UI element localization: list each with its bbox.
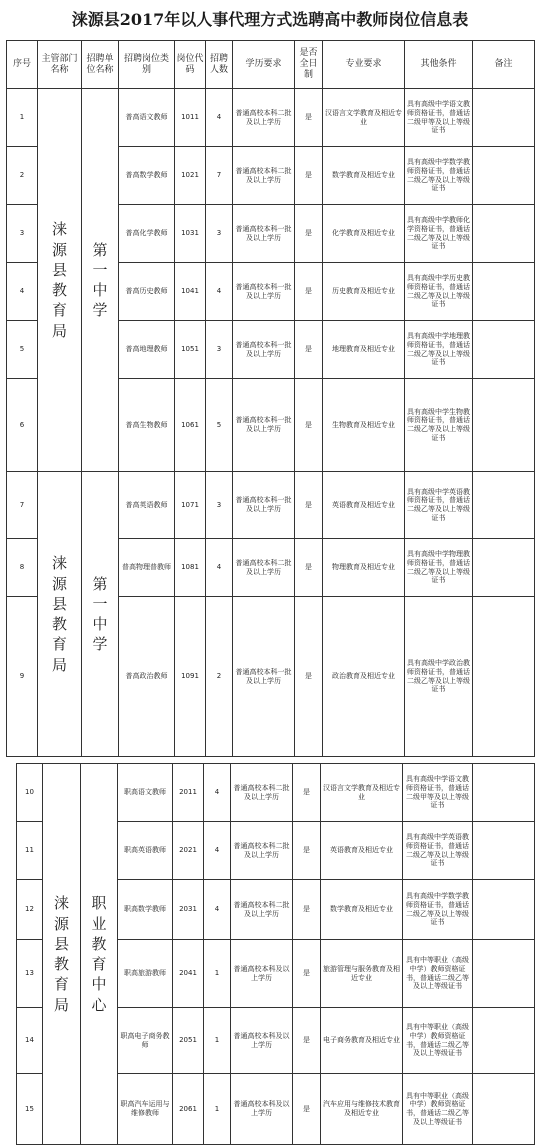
cell-other: 具有中等职业（高级中学）教师资格证书，普通话二级乙等及以上等级证书 [403,940,473,1008]
cell-note [473,263,535,321]
dept-cell-char: 局 [51,321,67,340]
cell-seq: 3 [7,205,38,263]
cell-major: 化学教育及相近专业 [323,205,405,263]
cell-major: 地理教育及相近专业 [323,321,405,379]
cell-seq: 7 [7,472,38,539]
dept-cell-char: 教 [51,281,67,299]
cell-code: 2051 [173,1008,204,1074]
cell-seq: 6 [7,379,38,472]
cell-fulltime: 是 [293,822,321,880]
cell-other: 具有高级中学地理教师资格证书，普通话二级乙等及以上等级证书 [405,321,473,379]
table-row [17,764,535,822]
cell-edu: 普通高校本科一批及以上学历 [233,205,295,263]
cell-edu: 普通高校本科一批及以上学历 [233,597,295,757]
unit-cell-char: 一 [92,260,108,279]
cell-code: 2031 [173,880,204,940]
cell-category: 普高语文教师 [119,89,175,147]
cell-other: 具有高级中学生物教师资格证书，普通话二级乙等及以上等级证书 [405,379,473,472]
cell-edu: 普通高校本科二批及以上学历 [231,822,293,880]
header-major: 专业要求 [323,41,405,89]
cell-count: 1 [204,1074,231,1145]
cell-count: 3 [206,205,233,263]
cell-fulltime: 是 [295,321,323,379]
cell-major: 数学教育及相近专业 [323,147,405,205]
cell-other: 具有高级中学教师化学资格证书，普通话二级乙等及以上等级证书 [405,205,473,263]
cell-other: 具有中等职业（高级中学）教师资格证书，普通话二级乙等及以上等级证书 [403,1008,473,1074]
cell-other: 具有高级中学语文教师资格证书，普通话二级甲等及以上等级证书 [403,764,473,822]
positions-table-main [6,40,535,757]
cell-count: 5 [206,379,233,472]
dept-cell-char: 县 [51,594,67,613]
header-fulltime: 是否全日制 [295,41,323,89]
header-unit: 招聘单位名称 [82,41,119,89]
dept-cell [38,472,82,757]
dept-cell-char: 县 [53,934,69,953]
cell-major: 英语教育及相近专业 [323,472,405,539]
cell-code: 2041 [173,940,204,1008]
cell-category: 职高语文教师 [118,764,173,822]
header-note: 备注 [473,41,535,89]
dept-cell-char: 涞 [51,220,67,239]
dept-cell [38,89,82,472]
cell-category: 普高历史教师 [119,263,175,321]
table-header-row [7,41,535,89]
cell-major: 英语教育及相近专业 [321,822,403,880]
cell-note [473,205,535,263]
cell-seq: 12 [17,880,43,940]
cell-seq: 2 [7,147,38,205]
table-row [7,89,535,147]
cell-edu: 普通高校本科二批及以上学历 [233,89,295,147]
dept-cell [43,764,81,1145]
cell-code: 2061 [173,1074,204,1145]
dept-cell-char: 教 [51,615,67,633]
cell-edu: 普通高校本科一批及以上学历 [233,379,295,472]
cell-fulltime: 是 [293,764,321,822]
unit-cell-char: 第 [92,574,108,593]
cell-code: 1031 [175,205,206,263]
cell-count: 4 [204,880,231,940]
table-row [7,472,535,539]
cell-seq: 14 [17,1008,43,1074]
cell-edu: 普通高校本科一批及以上学历 [233,263,295,321]
unit-cell [81,764,118,1145]
cell-fulltime: 是 [295,263,323,321]
cell-other: 具有高级中学数学教师资格证书，普通话二级乙等及以上等级证书 [403,880,473,940]
cell-category: 职高旅游教师 [118,940,173,1008]
dept-cell-char: 源 [51,240,67,259]
cell-major: 旅游管理与服务教育及相近专业 [321,940,403,1008]
cell-fulltime: 是 [295,89,323,147]
header-category: 招聘岗位类别 [119,41,175,89]
cell-fulltime: 是 [293,880,321,940]
unit-cell-char: 学 [92,635,108,654]
cell-note [473,539,535,597]
cell-seq: 10 [17,764,43,822]
cell-note [473,880,535,940]
cell-seq: 5 [7,321,38,379]
cell-count: 3 [206,321,233,379]
cell-category: 普高生物教师 [119,379,175,472]
unit-cell-char: 一 [92,594,108,613]
cell-seq: 1 [7,89,38,147]
cell-other: 具有高级中学英语教师资格证书，普通话二级乙等及以上等级证书 [405,472,473,539]
cell-other: 具有高级中学物理教师资格证书，普通话二级乙等及以上等级证书 [405,539,473,597]
cell-seq: 9 [7,597,38,757]
cell-code: 1041 [175,263,206,321]
cell-other: 具有中等职业（高级中学）教师资格证书，普通话二级乙等及以上等级证书 [403,1074,473,1145]
cell-edu: 普通高校本科及以上学历 [231,1074,293,1145]
cell-edu: 普通高校本科二批及以上学历 [231,764,293,822]
cell-edu: 普通高校本科二批及以上学历 [231,880,293,940]
dept-cell-char: 教 [53,955,69,973]
cell-major: 物理教育及相近专业 [323,539,405,597]
cell-code: 1081 [175,539,206,597]
cell-major: 汉语言文学教育及相近专业 [321,764,403,822]
cell-code: 1011 [175,89,206,147]
header-edu: 学历要求 [233,41,295,89]
unit-cell-char: 学 [92,301,108,320]
cell-count: 1 [204,940,231,1008]
header-dept: 主管部门名称 [38,41,82,89]
cell-code: 1061 [175,379,206,472]
unit-cell [82,89,119,472]
cell-fulltime: 是 [295,539,323,597]
cell-fulltime: 是 [295,472,323,539]
cell-code: 1091 [175,597,206,757]
cell-fulltime: 是 [295,205,323,263]
cell-note [473,89,535,147]
cell-category: 职高英语教师 [118,822,173,880]
cell-count: 7 [206,147,233,205]
cell-count: 4 [206,263,233,321]
page-title: 涞源县2017年以人事代理方式选聘高中教师岗位信息表 [71,9,469,29]
cell-note [473,379,535,472]
cell-major: 政治教育及相近专业 [323,597,405,757]
cell-fulltime: 是 [293,1074,321,1145]
cell-code: 2021 [173,822,204,880]
cell-fulltime: 是 [295,379,323,472]
unit-cell-char: 职 [91,894,107,913]
cell-count: 1 [204,1008,231,1074]
cell-edu: 普通高校本科及以上学历 [231,940,293,1008]
cell-category: 职高电子商务教师 [118,1008,173,1074]
dept-cell-char: 局 [53,995,69,1014]
cell-code: 1021 [175,147,206,205]
cell-category: 普高物理普教师 [119,539,175,597]
header-seq: 序号 [7,41,38,89]
cell-count: 4 [204,764,231,822]
unit-cell-char: 教 [91,934,107,953]
dept-cell-char: 县 [51,260,67,279]
cell-code: 1051 [175,321,206,379]
cell-note [473,597,535,757]
dept-cell-char: 育 [51,635,67,654]
cell-category: 普高数学教师 [119,147,175,205]
cell-fulltime: 是 [293,940,321,1008]
dept-cell-char: 涞 [53,894,69,913]
cell-category: 职高汽车运用与维修教师 [118,1074,173,1145]
cell-count: 4 [206,539,233,597]
cell-category: 职高数学教师 [118,880,173,940]
cell-count: 4 [206,89,233,147]
dept-cell-char: 局 [51,655,67,674]
cell-seq: 8 [7,539,38,597]
unit-cell-char: 业 [91,914,107,933]
cell-code: 2011 [173,764,204,822]
cell-edu: 普通高校本科及以上学历 [231,1008,293,1074]
unit-cell-char: 中 [91,975,107,994]
unit-cell-char: 育 [91,955,107,973]
cell-note [473,1008,535,1074]
positions-table-vocational [16,763,535,1145]
cell-other: 具有高级中学历史教师资格证书，普通话二级乙等及以上等级证书 [405,263,473,321]
cell-code: 1071 [175,472,206,539]
cell-fulltime: 是 [295,147,323,205]
header-code: 岗位代码 [175,41,206,89]
cell-count: 4 [204,822,231,880]
cell-edu: 普通高校本科一批及以上学历 [233,321,295,379]
unit-cell-char: 心 [91,995,107,1014]
cell-other: 具有高级中学语文教师资格证书，普通话二级甲等及以上等级证书 [405,89,473,147]
dept-cell-char: 涞 [51,554,67,573]
unit-cell [82,472,119,757]
cell-major: 历史教育及相近专业 [323,263,405,321]
cell-note [473,472,535,539]
cell-other: 具有高级中学数学教师资格证书，普通话二级乙等及以上等级证书 [405,147,473,205]
cell-fulltime: 是 [295,597,323,757]
cell-note [473,764,535,822]
cell-note [473,321,535,379]
cell-seq: 15 [17,1074,43,1145]
dept-cell-char: 育 [51,301,67,320]
cell-note [473,1074,535,1145]
header-other: 其他条件 [405,41,473,89]
cell-major: 生物教育及相近专业 [323,379,405,472]
cell-edu: 普通高校本科二批及以上学历 [233,147,295,205]
cell-count: 2 [206,597,233,757]
cell-category: 普高英语教师 [119,472,175,539]
cell-seq: 13 [17,940,43,1008]
cell-count: 3 [206,472,233,539]
cell-category: 普高化学教师 [119,205,175,263]
cell-other: 具有高级中学政治教师资格证书，普通话二级乙等及以上等级证书 [405,597,473,757]
cell-note [473,822,535,880]
unit-cell-char: 第 [92,240,108,259]
cell-note [473,147,535,205]
cell-other: 具有高级中学英语教师资格证书，普通话二级乙等及以上等级证书 [403,822,473,880]
unit-cell-char: 中 [92,615,108,633]
cell-major: 汽车应用与维修技术教育及相近专业 [321,1074,403,1145]
cell-note [473,940,535,1008]
cell-seq: 4 [7,263,38,321]
dept-cell-char: 源 [51,574,67,593]
dept-cell-char: 育 [53,975,69,994]
header-count: 招聘人数 [206,41,233,89]
cell-category: 普高地理教师 [119,321,175,379]
cell-edu: 普通高校本科一批及以上学历 [233,472,295,539]
cell-category: 普高政治教师 [119,597,175,757]
unit-cell-char: 中 [92,281,108,299]
cell-major: 数学教育及相近专业 [321,880,403,940]
cell-major: 汉语言文学教育及相近专业 [323,89,405,147]
cell-edu: 普通高校本科二批及以上学历 [233,539,295,597]
cell-major: 电子商务教育及相近专业 [321,1008,403,1074]
cell-seq: 11 [17,822,43,880]
cell-fulltime: 是 [293,1008,321,1074]
dept-cell-char: 源 [53,914,69,933]
